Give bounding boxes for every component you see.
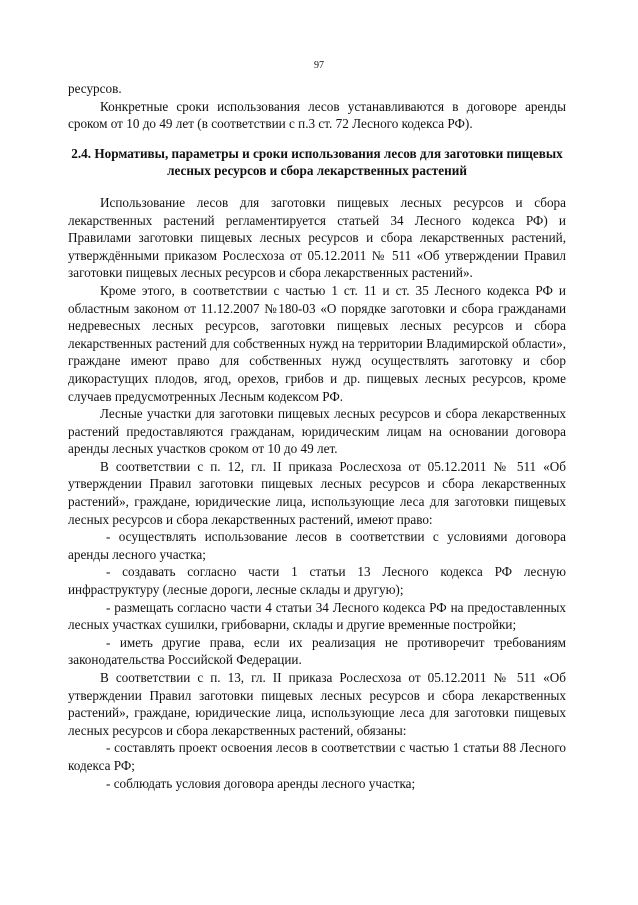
paragraph-5: В соответствии с п. 13, гл. II приказа Рослесхоза от 05.12.2011 № 511 «Об утверждении Правил заготовки пищевых лесных ресурсов и сбора лекарственных растений», граждане, юридические лица, использующие леса для заготовки пищевых лесных ресурсов и сбора лекарственных растений, обязаны:: [68, 670, 566, 738]
list-item: - составлять проект освоения лесов в соответствии с частью 1 статьи 88 Лесного кодекса РФ;: [68, 740, 566, 773]
list-item: - соблюдать условия договора аренды лесного участка;: [106, 775, 416, 791]
list-item: - иметь другие права, если их реализация не противоречит требованиям законодательства Российской Федерации.: [68, 634, 566, 668]
document-body: [68, 80, 566, 792]
list-item: - создавать согласно части 1 статьи 13 Лесного кодекса РФ лесную инфраструктуру (лесные дороги, лесные склады и другую);: [68, 564, 566, 598]
page-number: 97: [314, 60, 324, 71]
list-item: - осуществлять использование лесов в соответствии с условиями договора аренды лесного участка;: [68, 529, 566, 562]
paragraph-4: В соответствии с п. 12, гл. II приказа Рослесхоза от 05.12.2011 № 511 «Об утверждении Правил заготовки пищевых лесных ресурсов и сбора лекарственных растений», граждане, юридические лица, использующие леса для заготовки пищевых лесных ресурсов и сбора лекарственных растений, имеют право:: [68, 458, 566, 527]
section-heading: 2.4. Нормативы, параметры и сроки использования лесов для заготовки пищевых лесных ресурсов и сбора лекарственных растений: [71, 145, 563, 179]
list-item: - размещать согласно части 4 статьи 34 Лесного кодекса РФ на предоставленных лесных участках сушилки, грибоварни, склады и другие временные постройки;: [68, 599, 566, 633]
intro-paragraph: Конкретные сроки использования лесов устанавливаются в договоре аренды сроком от 10 до 49 лет (в соответствии с п.3 ст. 72 Лесного кодекса РФ).: [68, 98, 566, 132]
intro-line: ресурсов.: [68, 81, 122, 96]
paragraph-2: Кроме этого, в соответствии с частью 1 ст. 11 и ст. 35 Лесного кодекса РФ и областным законом от 11.12.2007 №180-03 «О порядке заготовки и сбора гражданами недревесных лесных ресурсов, заготовки пищевых лесных ресурсов и сбора лекарственных растений для собственных нужд на территории Владимирской области», граждане имеют право для собственных нужд осуществлять заготовку и сбор дикорастущих плодов, ягод, орехов, грибов и др. пищевых лесных ресурсов, кроме случаев предусмотренных Лесным кодексом РФ.: [68, 282, 566, 404]
paragraph-1: Использование лесов для заготовки пищевых лесных ресурсов и сбора лекарственных растений регламентируется статьей 34 Лесного кодекса РФ) и Правилами заготовки пищевых лесных ресурсов и сбора лекарственных растений, утверждёнными приказом Рослесхоза от 05.12.2011 № 511 «Об утверждении Правил заготовки пищевых лесных ресурсов и сбора лекарственных растений».: [68, 194, 566, 281]
paragraph-3: Лесные участки для заготовки пищевых лесных ресурсов и сбора лекарственных растений предоставляются гражданам, юридическим лицам на основании договора аренды лесных участков сроком от 10 до 49 лет.: [68, 406, 566, 457]
